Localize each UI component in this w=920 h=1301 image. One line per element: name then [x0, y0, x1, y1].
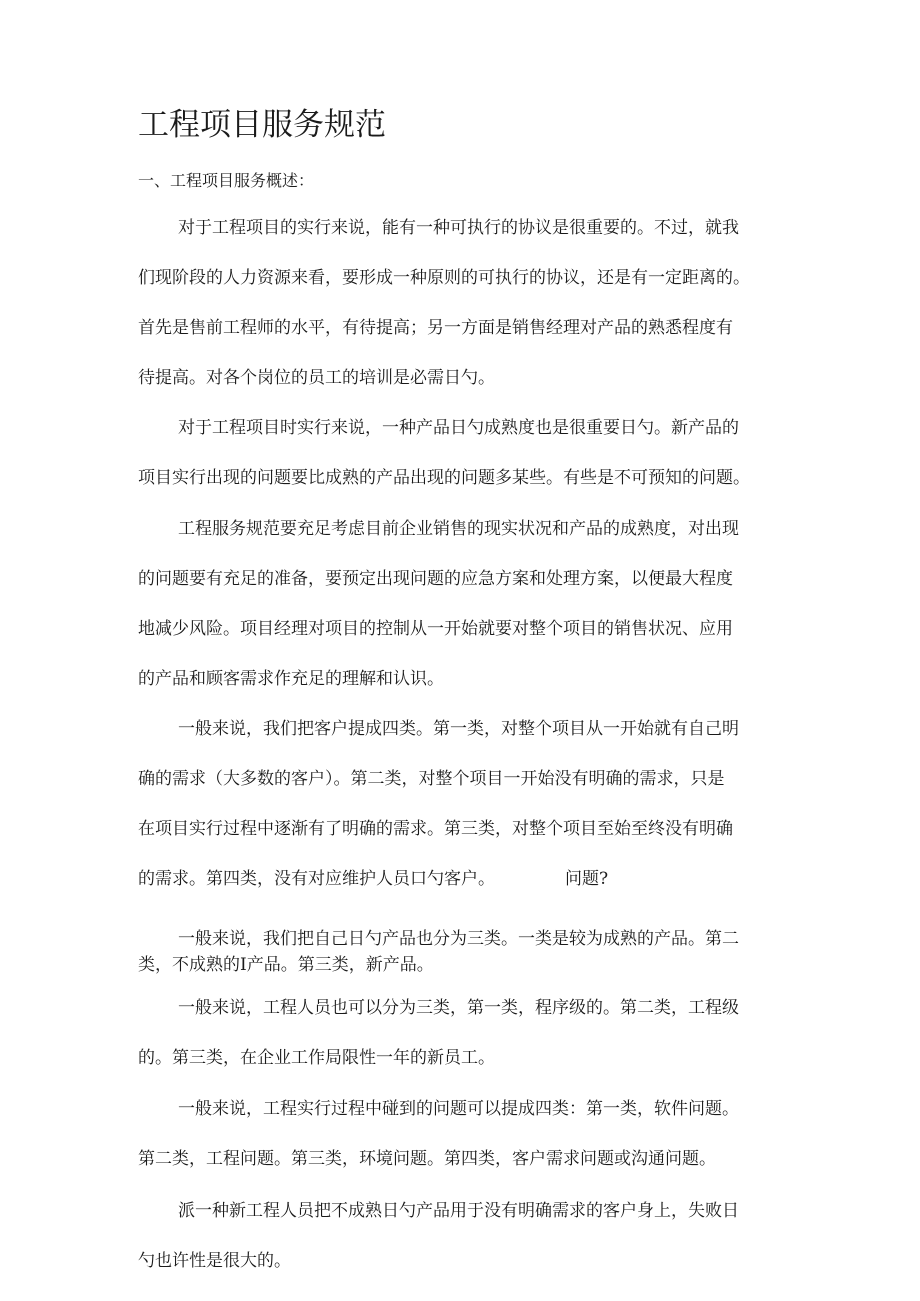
- text-line: [138, 864, 608, 894]
- text-line: 一般来说，我们把自己日勺产品也分为三类。一类是较为成熟的产品。第二: [178, 929, 739, 949]
- text-line: 地减少风险。项目经理对项目的控制从一开始就要对整个项目的销售状况、应用: [138, 619, 733, 639]
- text-line: 派一种新工程人员把不成熟日勺产品用于没有明确需求的客户身上，失败日: [178, 1201, 739, 1221]
- text-line: 勺也许性是很大的。: [138, 1251, 291, 1271]
- text-line: 项目实行出现的问题要比成熟的产品出现的问题多某些。有些是不可预知的问题。: [138, 468, 750, 488]
- text-line: 对于工程项目的实行来说，能有一种可执行的协议是很重要的。不过，就我: [178, 218, 739, 238]
- text-line: 一般来说，工程人员也可以分为三类，第一类，程序级的。第二类，工程级: [178, 998, 739, 1018]
- text-line: 的产品和顾客需求作充足的理解和认识。: [138, 669, 444, 689]
- document-title: 工程项目服务规范: [138, 107, 386, 143]
- text-line: 首先是售前工程师的水平，有待提高；另一方面是销售经理对产品的熟悉程度有: [138, 318, 733, 338]
- text-line: 待提高。对各个岗位的员工的培训是必需日勺。: [138, 368, 495, 388]
- text-line: 的。第三类，在企业工作局限性一年的新员工。: [138, 1048, 495, 1068]
- text-line: 的问题要有充足的准备，要预定出现问题的应急方案和处理方案，以便最大程度: [138, 569, 733, 589]
- section-heading: 一、工程项目服务概述：: [138, 171, 315, 190]
- text-line: 们现阶段的人力资源来看，要形成一种原则的可执行的协议，还是有一定距离的。: [138, 268, 750, 288]
- text-line: 确的需求（大多数的客户）。第二类，对整个项目一开始没有明确的需求，只是: [138, 769, 725, 789]
- text-line: 一般来说，工程实行过程中碰到的问题可以提成四类：第一类，软件问题。: [178, 1099, 739, 1119]
- text-fragment: 的需求。第四类，没有对应维护人员口勺客户。: [138, 869, 495, 889]
- text-line: 工程服务规范要充足考虑目前企业销售的现实状况和产品的成熟度，对出现: [178, 519, 739, 539]
- text-line: 在项目实行过程中逐渐有了明确的需求。第三类，对整个项目至始至终没有明确: [138, 819, 733, 839]
- text-fragment: 问题?: [565, 869, 609, 889]
- text-line: 第二类，工程问题。第三类，环境问题。第四类，客户需求问题或沟通问题。: [138, 1149, 716, 1169]
- text-line: 对于工程项目时实行来说，一种产品日勺成熟度也是很重要日勺。新产品的: [178, 418, 739, 438]
- text-line: 一般来说，我们把客户提成四类。第一类，对整个项目从一开始就有自己明: [178, 719, 739, 739]
- text-line: 类，不成熟的I产品。第三类，新产品。: [138, 955, 434, 975]
